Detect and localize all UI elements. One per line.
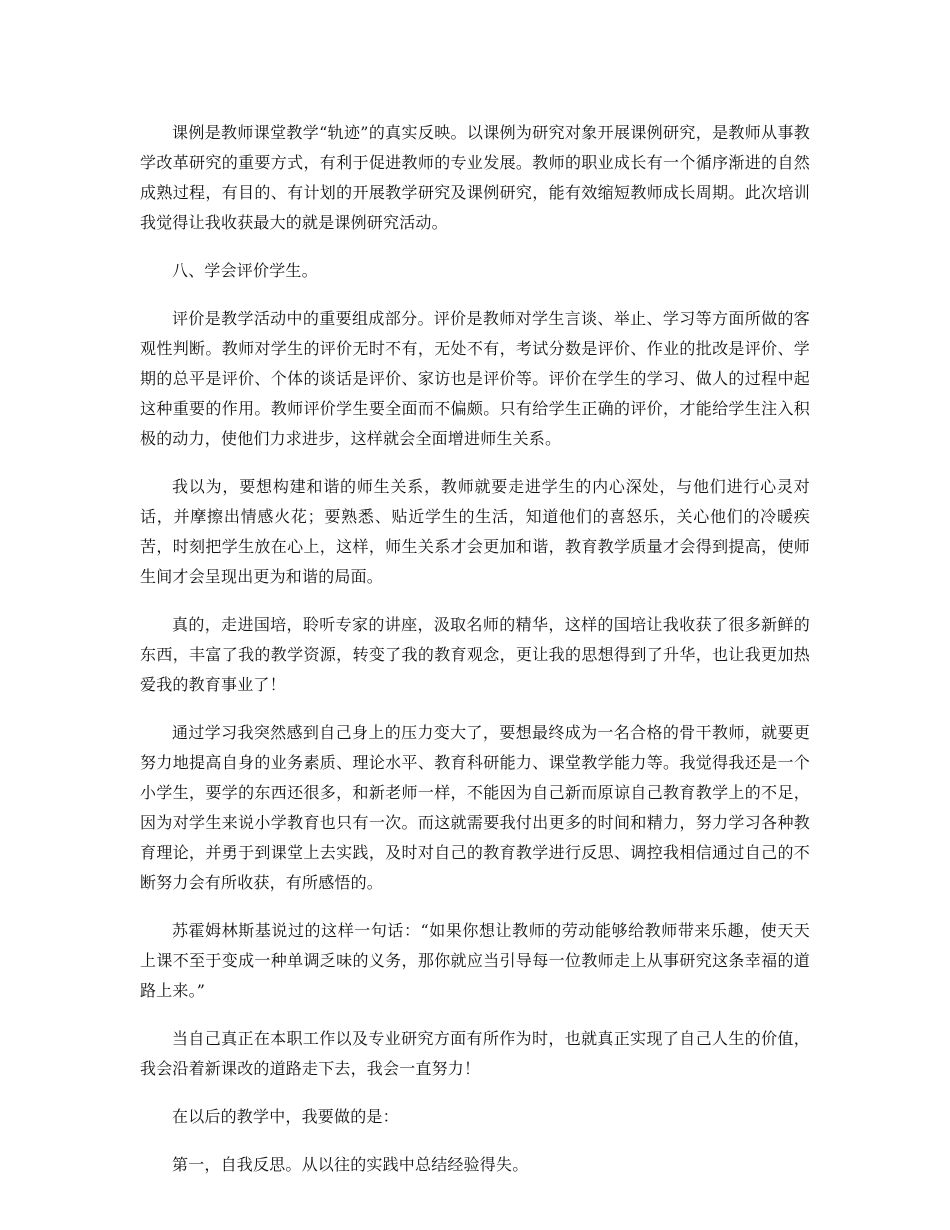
paragraph-4: 真的，走进国培，聆听专家的讲座，汲取名师的精华，这样的国培让我收获了很多新鲜的东西，丰富了我的教学资源，转变了我的教育观念，更让我的思想得到了升华，也让我更加热爱我的教育事业了！ [140, 615, 810, 694]
paragraph-2: 评价是教学活动中的重要组成部分。评价是教师对学生言谈、举止、学习等方面所做的客观性判断。教师对学生的评价无时不有，无处不有，考试分数是评价、作业的批改是评价、学期的总平是评价、个体的谈话是评价、家访也是评价等。评价在学生的学习、做人的过程中起这种重要的作用。教师评价学生要全面而不偏颇。只有给学生正确的评价，才能给学生注入积极的动力，使他们力求进步，这样就会全面增进师生关系。 [140, 309, 810, 448]
paragraph-1: 课例是教师课堂教学“轨迹”的真实反映。以课例为研究对象开展课例研究，是教师从事教学改革研究的重要方式，有利于促进教师的专业发展。教师的职业成长有一个循序渐进的自然成熟过程，有目的、有计划的开展教学研究及课例研究，能有效缩短教师成长周期。此次培训我觉得让我收获最大的就是课例研究活动。 [140, 123, 810, 232]
paragraph-8: 第一，自我反思。从以往的实践中总结经验得失。 [172, 1155, 529, 1174]
section-heading-8: 八、学会评价学生。 [172, 261, 318, 280]
paragraph-5: 通过学习我突然感到自己身上的压力变大了，要想最终成为一名合格的骨干教师，就要更努力地提高自身的业务素质、理论水平、教育科研能力、课堂教学能力等。我觉得我还是一个小学生，要学的东西还很多，和新老师一样，不能因为自己新而原谅自己教育教学上的不足，因为对学生来说小学教育也只有一次。而这就需要我付出更多的时间和精力，努力学习各种教育理论，并勇于到课堂上去实践，及时对自己的教育教学进行反思、调控我相信通过自己的不断努力会有所收获，有所感悟的。 [140, 723, 810, 892]
paragraph-quote: 苏霍姆林斯基说过的这样一句话：“如果你想让教师的劳动能够给教师带来乐趣，使天天上课不至于变成一种单调乏味的义务，那你就应当引导每一位教师走上从事研究这条幸福的道路上来。” [140, 921, 810, 1000]
paragraph-3: 我以为，要想构建和谐的师生关系，教师就要走进学生的内心深处，与他们进行心灵对话，并摩擦出情感火花；要熟悉、贴近学生的生活，知道他们的喜怒乐，关心他们的冷暖疾苦，时刻把学生放在心上，这样，师生关系才会更加和谐，教育教学质量才会得到提高，使师生间才会呈现出更为和谐的局面。 [140, 477, 810, 586]
paragraph-7: 在以后的教学中，我要做的是： [172, 1107, 399, 1126]
paragraph-6: 当自己真正在本职工作以及专业研究方面有所作为时，也就真正实现了自己人生的价值，我会沿着新课改的道路走下去，我会一直努力！ [140, 1029, 810, 1078]
